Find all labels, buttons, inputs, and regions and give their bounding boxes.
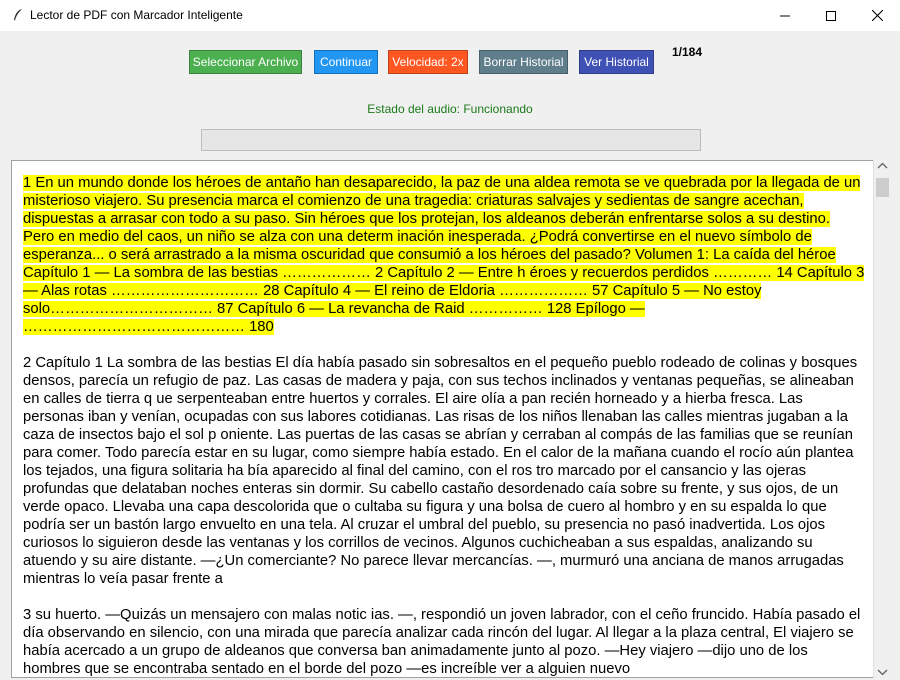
document-paragraph (23, 354, 865, 588)
maximize-button[interactable] (808, 0, 854, 31)
select-file-button[interactable]: Seleccionar Archivo (189, 50, 302, 74)
scroll-thumb[interactable] (876, 178, 889, 197)
speed-button[interactable]: Velocidad: 2x (388, 50, 468, 74)
document-paragraph (23, 606, 865, 678)
continue-button[interactable]: Continuar (314, 50, 378, 74)
vertical-scrollbar[interactable] (873, 160, 891, 678)
close-button[interactable] (854, 0, 900, 31)
scroll-up-arrow-icon[interactable] (877, 162, 888, 170)
highlighted-text: 1 En un mundo donde los héroes de antaño han desaparecido, la paz de una aldea remota se ve quebrada por la llegada de un misterioso viajero. Su presencia marca el comienzo de una tragedia: criaturas salvajes y sedientas de sangre acechan, dispuestas a arrasar con todo a su paso. Sin héroes que los protejan, los aldeanos deberán enfrentarse solos a su destino. Pero en medio del caos, un niño se alza con una determ inación inesperada. ¿Podrá convertirse en el nuevo símbolo de esperanza... o será arrastrado a la misma oscuridad que consumió a los héroes del pasado? Volumen 1: La caída del héroe Capítulo 1 — La sombra de las bestias ……………… 2 Capítulo 2 — Entre h éroes y recuerdos perdidos ………… 14 Capítulo 3 — Alas rotas ………………………… 28 Capítulo 4 — El reino de Eldoria ……………… 57 Capítulo 5 — No estoy solo…………………………… 87 Capítulo 6 — La revancha de Raid …………… 128 Epílogo — ……………………………………… 180 (23, 175, 865, 335)
page-counter: 1/184 (672, 45, 703, 59)
progress-bar (201, 129, 701, 151)
title-bar (0, 0, 900, 31)
document-paragraph (23, 174, 865, 336)
minimize-icon (780, 11, 790, 21)
maximize-icon (826, 11, 836, 21)
document-text (23, 174, 865, 678)
scroll-down-arrow-icon[interactable] (877, 668, 888, 676)
clear-history-button[interactable]: Borrar Historial (479, 50, 568, 74)
minimize-button[interactable] (762, 0, 808, 31)
paragraph-text: 2 Capítulo 1 La sombra de las bestias El día había pasado sin sobresaltos en el pequeño pueblo rodeado de colinas y bosques densos, parecía un refugio de paz. Las casas de madera y paja, con sus techos inclinados y ventanas pequeñas, se alineaban en calles de tierra q ue serpenteaban entre huertos y corrales. El aire olía a pan recién horneado y a hierba fresca. Las personas iban y venían, ocupadas con sus labores cotidianas. Las risas de los niños llenaban las calles mientras jugaban a la caza de insectos bajo el sol p oniente. Las puertas de las casas se abrían y cerraban al compás de las familias que se reunían para comer. Todo parecía estar en su lugar, como siempre había estado. En el calor de la mañana cuando el rocío aún plantea los tejados, una figura solitaria ha bía aparecido al final del camino, con el ros tro marcado por el cansancio y las ojeras profundas que delataban noches enteras sin dormir. Su cabello castaño desordenado caía sobre su frente, y sus ojos, de un verde opaco. Llevaba una capa descolorida que o cultaba su figura y una bolsa de cuero al hombro y en su espalda lo que podría ser un bastón largo envuelto en una tela. Al cruzar el umbral del pueblo, su presencia no pasó inadvertida. Los ojos curiosos lo siguieron desde las ventanas y los corrillos de vecinos. Algunos cuchicheaban a sus espaldas, analizando su atuendo y su aire distante. —¿Un comerciante? No parece llevar mercancías. —, murmuró una anciana de manos arrugadas mientras lo veía pasar frente a (23, 355, 858, 587)
audio-status: Estado del audio: Funcionando (367, 102, 533, 116)
paragraph-text: 3 su huerto. —Quizás un mensajero con malas notic ias. —, respondió un joven labrador, con el ceño fruncido. Había pasado el día observando en silencio, con una mirada que parecía analizar cada rincón del lugar. Al llegar a la plaza central, El viajero se había acercado a un grupo de aldeanos que conversa ban animadamente junto al pozo. —Hey viajero —dijo uno de los hombres que se encontraba sentado en el borde del pozo —es increíble ver a alguien nuevo (23, 607, 861, 677)
window-title: Lector de PDF con Marcador Inteligente (30, 8, 243, 22)
close-icon (872, 10, 883, 21)
document-text-area[interactable] (11, 160, 875, 678)
view-history-button[interactable]: Ver Historial (579, 50, 654, 74)
feather-icon (12, 8, 24, 22)
